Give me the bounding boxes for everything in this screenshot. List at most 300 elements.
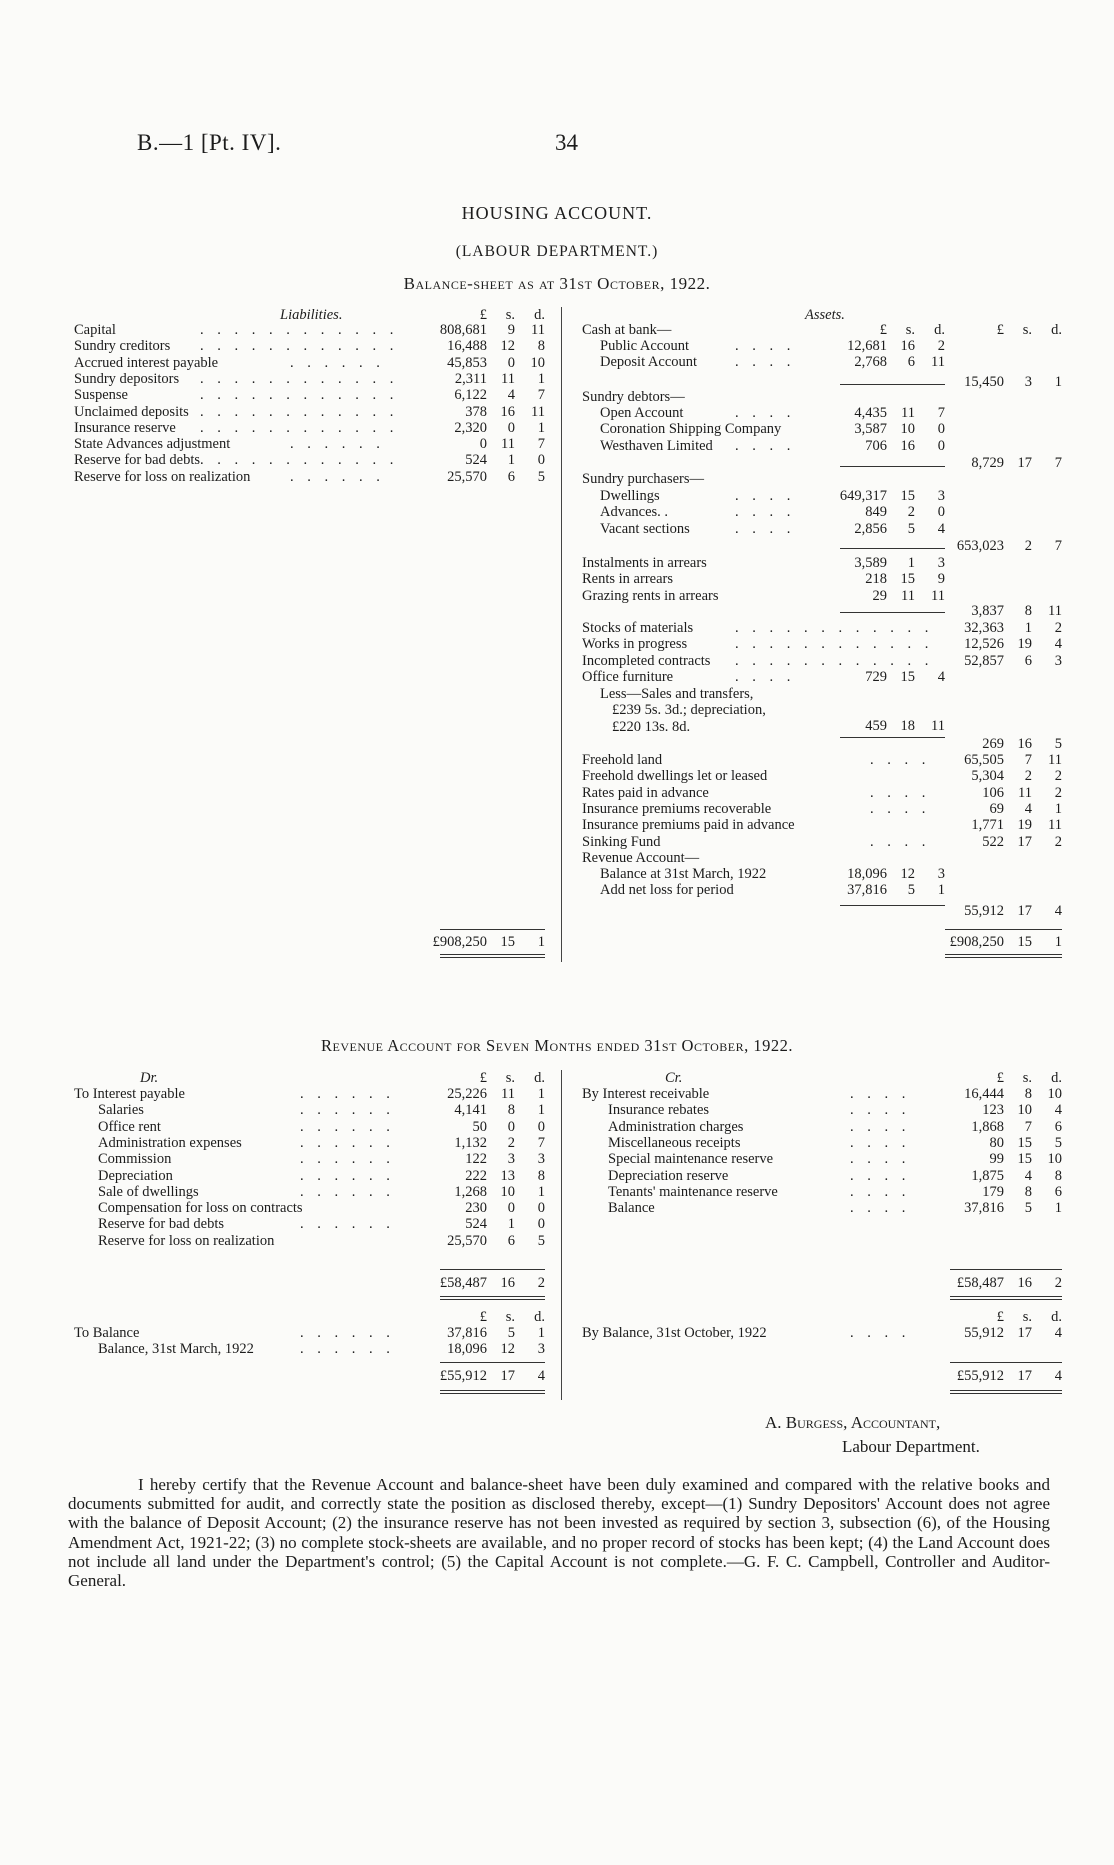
arrears-amount-pounds: 3,589 [854, 555, 887, 571]
cr-amount-shillings: 8 [1024, 1183, 1032, 1200]
purchaser-row-leader: . . . . [735, 520, 796, 537]
liability-amount-shillings: 16 [500, 403, 515, 420]
debtor-amount-pence: 0 [937, 437, 945, 454]
dr-row: Office rent [98, 1118, 161, 1135]
dr2-row: Balance, 31st March, 1922 [98, 1341, 254, 1358]
liability-amount-pounds: 808,681 [439, 322, 487, 338]
liabilities-s-head: s. [505, 307, 515, 323]
dr2-amount-pounds: 18,096 [447, 1341, 487, 1358]
dr-amount-shillings: 10 [500, 1183, 515, 1200]
cr-amount-shillings: 15 [1017, 1151, 1032, 1168]
assets-total-shillings: 15 [1017, 934, 1032, 950]
cr-total-double-rule [950, 1296, 1062, 1297]
dr-row-leader: . . . . . . [300, 1118, 395, 1135]
cr-d-head: d. [1051, 1070, 1062, 1086]
purchaser-row: Advances. . [600, 504, 669, 521]
liability-amount-pounds: 0 [479, 436, 487, 453]
dr-amount-pence: 0 [537, 1216, 545, 1233]
revenue-amount-pence: 1 [937, 882, 945, 899]
cr-row: By Interest receivable [582, 1086, 710, 1102]
cr-amount-shillings: 4 [1024, 1167, 1032, 1184]
signature-name: A. Burgess, Accountant, [765, 1413, 941, 1432]
cash-amount-shillings: 6 [907, 354, 915, 371]
cr-amount-pounds: 99 [989, 1151, 1004, 1168]
debtor-row-leader: . . . . [735, 405, 796, 421]
assets-outer-d-head: d. [1051, 322, 1062, 338]
arrears-amount-pence: 11 [931, 587, 945, 604]
stock-amount-pounds: 32,363 [964, 620, 1004, 636]
cr-row-leader: . . . . [850, 1134, 911, 1151]
dr-amount-pence: 0 [537, 1200, 545, 1217]
dr2-total-shillings: 17 [500, 1368, 515, 1384]
dr2-total-double-rule-second [440, 1393, 545, 1394]
liability-row-leader: . . . . . . . . . . . . [200, 387, 399, 404]
furniture-less-amount-pence: 11 [931, 718, 945, 734]
assets-inner-d-head: d. [934, 322, 945, 338]
dr-row: Sale of dwellings [98, 1183, 199, 1200]
asset-amount-shillings: 11 [1018, 784, 1032, 801]
cash-row-leader: . . . . [735, 354, 796, 371]
cr-pound-head: £ [996, 1070, 1004, 1086]
document-title: HOUSING ACCOUNT. [461, 203, 653, 223]
cr-total-double-rule-second [950, 1299, 1062, 1300]
purchaser-amount-pounds: 2,856 [854, 520, 887, 537]
dr-total-double-rule-second [440, 1299, 545, 1300]
liability-amount-shillings: 12 [500, 338, 515, 355]
asset-amount-pence: 11 [1048, 752, 1062, 768]
dr-heading: Dr. [140, 1070, 159, 1086]
dr2-amount-shillings: 12 [500, 1341, 515, 1358]
purchasers-heading: Sundry purchasers— [582, 471, 705, 487]
furniture-net-shillings: 16 [1017, 736, 1032, 752]
revenue-amount-pence: 3 [937, 866, 945, 883]
cr-amount-pence: 6 [1054, 1183, 1062, 1200]
purchaser-amount-pence: 4 [937, 520, 945, 537]
liability-amount-pounds: 378 [465, 403, 487, 420]
liability-row: Reserve for loss on realization [74, 468, 251, 485]
cr-row: Depreciation reserve [608, 1167, 729, 1184]
cr-amount-pence: 4 [1054, 1102, 1062, 1119]
cr-s-head: s. [1022, 1070, 1032, 1086]
dr-row: Reserve for bad debts [98, 1216, 225, 1233]
dr-amount-pence: 3 [537, 1151, 545, 1168]
stock-row: Incompleted contracts [582, 652, 711, 669]
cr2-total-double-rule-second [950, 1393, 1062, 1394]
liability-amount-shillings: 11 [501, 436, 515, 453]
dr2-total-pence: 4 [537, 1368, 545, 1384]
dr-amount-pounds: 1,268 [454, 1183, 487, 1200]
cash-heading: Cash at bank— [582, 322, 672, 338]
liabilities-pound-head: £ [479, 307, 487, 323]
asset-amount-shillings: 7 [1024, 752, 1032, 768]
liability-amount-shillings: 6 [507, 468, 515, 485]
revenue-account-divider [561, 1070, 562, 1400]
cash-row-leader: . . . . [735, 338, 796, 354]
liability-row-leader: . . . . . . [290, 436, 385, 453]
revenue-row: Add net loss for period [600, 882, 734, 899]
revenue-amount-pounds: 37,816 [847, 882, 887, 899]
liability-row: Accrued interest payable [74, 354, 219, 371]
arrears-amount-pounds: 218 [865, 571, 887, 588]
purchaser-row: Dwellings [600, 488, 660, 504]
cr-amount-pounds: 37,816 [964, 1200, 1004, 1217]
asset-amount-shillings: 17 [1017, 833, 1032, 850]
furniture-amount-pence: 4 [937, 669, 945, 685]
stock-row: Works in progress [582, 636, 688, 653]
cash-amount-pounds: 2,768 [854, 354, 887, 371]
cr-row: Insurance rebates [608, 1102, 710, 1119]
dr-amount-shillings: 0 [507, 1118, 515, 1135]
arrears-amount-pence: 3 [937, 555, 945, 571]
liability-amount-pence: 7 [537, 387, 545, 404]
page-reference: B.—1 [Pt. IV]. [137, 130, 282, 155]
dr-amount-shillings: 3 [507, 1151, 515, 1168]
asset-amount-pence: 2 [1054, 768, 1062, 785]
debtor-row: Coronation Shipping Company [600, 421, 782, 438]
asset-amount-shillings: 4 [1024, 800, 1032, 817]
dr-row-leader: . . . . . . [300, 1134, 395, 1151]
dr-amount-pence: 8 [537, 1167, 545, 1184]
cr2-total-rule [950, 1362, 1062, 1363]
asset-row-leader: . . . . [870, 800, 931, 817]
dr-amount-pounds: 1,132 [454, 1134, 487, 1151]
debtor-amount-pounds: 4,435 [854, 405, 887, 421]
revenue-amount-shillings: 12 [900, 866, 915, 883]
liability-amount-pounds: 45,853 [447, 354, 487, 371]
liability-row-leader: . . . . . . [290, 354, 385, 371]
purchaser-amount-pence: 0 [937, 504, 945, 521]
cr-row-leader: . . . . [850, 1200, 911, 1217]
dr-total-double-rule [440, 1296, 545, 1297]
liability-row-leader: . . . . . . . . . . . . [200, 419, 399, 436]
liability-amount-pence: 1 [537, 370, 545, 387]
furniture-row-leader: . . . . [735, 669, 796, 685]
cr2-total-shillings: 17 [1017, 1368, 1032, 1384]
asset-row-leader: . . . . [870, 784, 931, 801]
cr-row: Special maintenance reserve [608, 1151, 774, 1168]
liability-row-leader: . . . . . . . . . . . . [200, 322, 399, 338]
dr2-pound-head: £ [479, 1309, 487, 1325]
liabilities-total-shillings: 15 [500, 934, 515, 950]
cash-amount-pounds: 12,681 [847, 338, 887, 354]
dr-amount-pounds: 524 [465, 1216, 487, 1233]
arrears-amount-pounds: 29 [872, 587, 887, 604]
balance-sheet-title: Balance-sheet as at 31st October, 1922. [403, 274, 711, 293]
asset-amount-pounds: 1,771 [971, 817, 1004, 834]
asset-amount-shillings: 19 [1017, 817, 1032, 834]
cr2-amount-pounds: 55,912 [964, 1325, 1004, 1341]
cr2-row: By Balance, 31st October, 1922 [582, 1325, 767, 1341]
dr-total-rule [440, 1269, 545, 1270]
dr2-s-head: s. [505, 1309, 515, 1325]
assets-heading: Assets. [805, 307, 845, 323]
furniture-less-line: £220 13s. 8d. [612, 718, 691, 735]
dr2-row-leader: . . . . . . [300, 1341, 395, 1358]
dr-s-head: s. [505, 1070, 515, 1086]
cr-row-leader: . . . . [850, 1151, 911, 1168]
cr2-amount-pence: 4 [1054, 1325, 1062, 1341]
cr-amount-shillings: 10 [1017, 1102, 1032, 1119]
dr-amount-pence: 7 [537, 1134, 545, 1151]
cr2-amount-shillings: 17 [1017, 1325, 1032, 1341]
assets-outer-pound-head: £ [996, 322, 1004, 338]
purchaser-amount-shillings: 5 [907, 520, 915, 537]
revenue-account-title: Revenue Account for Seven Months ended 31st October, 1922. [321, 1036, 793, 1055]
cr-amount-pounds: 1,868 [971, 1118, 1004, 1135]
asset-amount-pounds: 522 [982, 833, 1004, 850]
dr-amount-pounds: 4,141 [454, 1102, 487, 1119]
liability-row: Sundry creditors [74, 338, 171, 355]
document-subtitle: (LABOUR DEPARTMENT.) [455, 243, 659, 260]
stock-amount-pounds: 52,857 [964, 652, 1004, 669]
furniture-less-line: Less—Sales and transfers, [600, 686, 754, 702]
dr-amount-pence: 1 [537, 1102, 545, 1119]
liability-row-leader: . . . . . . . . . . . . [200, 403, 399, 420]
arrears-amount-shillings: 1 [907, 555, 915, 571]
stock-amount-pence: 3 [1054, 652, 1062, 669]
dr-amount-pounds: 25,570 [447, 1232, 487, 1249]
liability-amount-pence: 7 [537, 436, 545, 453]
purchaser-amount-shillings: 2 [907, 504, 915, 521]
cr-row-leader: . . . . [850, 1118, 911, 1135]
purchasers-total-pounds: 653,023 [956, 538, 1004, 554]
furniture-amount-shillings: 15 [900, 669, 915, 685]
asset-amount-pence: 2 [1054, 833, 1062, 850]
cr-amount-pounds: 123 [982, 1102, 1004, 1119]
debtors-total-pounds: 8,729 [971, 455, 1004, 471]
revenue-amount-shillings: 5 [907, 882, 915, 899]
asset-amount-pounds: 5,304 [971, 768, 1004, 785]
arrears-total-pounds: 3,837 [971, 603, 1004, 619]
dr-amount-pence: 1 [537, 1183, 545, 1200]
debtors-heading: Sundry debtors— [582, 389, 685, 405]
assets-total-pounds: £908,250 [949, 934, 1004, 950]
dr2-amount-shillings: 5 [507, 1325, 515, 1341]
liabilities-d-head: d. [534, 307, 545, 323]
cr-amount-pounds: 1,875 [971, 1167, 1004, 1184]
debtor-amount-shillings: 16 [900, 437, 915, 454]
cr-amount-pence: 10 [1047, 1151, 1062, 1168]
purchaser-row-leader: . . . . [735, 488, 796, 504]
dr-amount-pounds: 122 [465, 1151, 487, 1168]
cash-row: Deposit Account [600, 354, 698, 371]
dr-amount-shillings: 0 [507, 1200, 515, 1217]
dr-row-leader: . . . . . . [300, 1086, 395, 1102]
dr-amount-pounds: 50 [472, 1118, 487, 1135]
cr2-d-head: d. [1051, 1309, 1062, 1325]
liability-amount-shillings: 4 [507, 387, 515, 404]
cr2-total-pence: 4 [1054, 1368, 1062, 1384]
cr-total-rule [950, 1269, 1062, 1270]
stock-row-leader: . . . . . . . . . . . . [735, 652, 934, 669]
dr-amount-pence: 1 [537, 1086, 545, 1102]
dr-amount-shillings: 2 [507, 1134, 515, 1151]
liabilities-total-pounds: £908,250 [432, 934, 487, 950]
liability-amount-shillings: 0 [507, 419, 515, 436]
liability-amount-shillings: 11 [501, 370, 515, 387]
cash-amount-pence: 2 [937, 338, 945, 354]
revenue-row: Balance at 31st March, 1922 [600, 866, 767, 883]
arrears-amount-shillings: 15 [900, 571, 915, 588]
stock-row: Stocks of materials [582, 620, 694, 636]
asset-row-leader: . . . . [870, 752, 931, 768]
asset-row: Rates paid in advance [582, 784, 709, 801]
asset-amount-pounds: 106 [982, 784, 1004, 801]
liability-row: Suspense [74, 387, 128, 404]
dr-row: Depreciation [98, 1167, 173, 1184]
arrears-total-shillings: 8 [1024, 603, 1032, 619]
revenue-amount-pounds: 18,096 [847, 866, 887, 883]
cash-row: Public Account [600, 338, 690, 354]
liability-amount-shillings: 1 [507, 452, 515, 469]
stock-amount-pounds: 12,526 [964, 636, 1004, 653]
dr2-row: To Balance [74, 1325, 140, 1341]
dr-amount-shillings: 13 [500, 1167, 515, 1184]
purchaser-row-leader: . . . . [735, 504, 796, 521]
debtors-total-pence: 7 [1054, 455, 1062, 471]
furniture-row: Office furniture [582, 669, 674, 685]
cr2-row-leader: . . . . [850, 1325, 911, 1341]
asset-amount-pounds: 69 [989, 800, 1004, 817]
dr-row-leader: . . . . . . [300, 1167, 395, 1184]
cr-total-pence: 2 [1054, 1275, 1062, 1291]
debtor-row: Open Account [600, 405, 684, 421]
asset-row: Freehold dwellings let or leased [582, 768, 768, 785]
liability-row: State Advances adjustment [74, 436, 231, 453]
dr2-amount-pence: 1 [537, 1325, 545, 1341]
liability-row-leader: . . . . . . [290, 468, 385, 485]
liability-amount-pounds: 25,570 [447, 468, 487, 485]
assets-outer-s-head: s. [1022, 322, 1032, 338]
cr-amount-pounds: 16,444 [964, 1086, 1004, 1102]
debtor-amount-pounds: 706 [865, 437, 887, 454]
dr-amount-pounds: 25,226 [447, 1086, 487, 1102]
debtor-amount-pence: 0 [937, 421, 945, 438]
cr-row: Balance [608, 1200, 655, 1217]
asset-row-leader: . . . . [870, 833, 931, 850]
dr-row: Salaries [98, 1102, 144, 1119]
cr-amount-pounds: 179 [982, 1183, 1004, 1200]
furniture-net-pounds: 269 [982, 736, 1004, 752]
dr-amount-pounds: 222 [465, 1167, 487, 1184]
asset-row: Freehold land [582, 752, 663, 768]
purchaser-amount-shillings: 15 [900, 488, 915, 504]
debtor-amount-shillings: 10 [900, 421, 915, 438]
cr-amount-pence: 10 [1047, 1086, 1062, 1102]
debtor-row: Westhaven Limited [600, 437, 713, 454]
debtor-amount-pence: 7 [937, 405, 945, 421]
cr2-s-head: s. [1022, 1309, 1032, 1325]
cash-amount-shillings: 16 [900, 338, 915, 354]
cr-heading: Cr. [665, 1070, 683, 1086]
liability-row-leader: . . . . . . . . . . . . [200, 370, 399, 387]
liabilities-heading: Liabilities. [280, 307, 343, 323]
dr-amount-pence: 5 [537, 1232, 545, 1249]
arrears-row: Instalments in arrears [582, 555, 707, 571]
purchasers-total-shillings: 2 [1024, 538, 1032, 554]
cr-row: Administration charges [608, 1118, 744, 1135]
cr2-total-pounds: £55,912 [956, 1368, 1004, 1384]
stock-amount-shillings: 1 [1024, 620, 1032, 636]
debtors-total-shillings: 17 [1017, 455, 1032, 471]
asset-amount-pounds: 65,505 [964, 752, 1004, 768]
asset-row: Insurance premiums recoverable [582, 800, 772, 817]
dr2-row-leader: . . . . . . [300, 1325, 395, 1341]
liability-amount-pence: 8 [537, 338, 545, 355]
cash-total-pounds: 15,450 [964, 374, 1004, 390]
dr2-total-double-rule [440, 1390, 545, 1391]
debtor-amount-shillings: 11 [901, 405, 915, 421]
liabilities-total-pence: 1 [537, 934, 545, 950]
cr-row-leader: . . . . [850, 1086, 911, 1102]
cr2-pound-head: £ [996, 1309, 1004, 1325]
cr2-total-double-rule [950, 1390, 1062, 1391]
cr-amount-pence: 8 [1054, 1167, 1062, 1184]
liability-row: Unclaimed deposits [74, 403, 189, 420]
liability-amount-pence: 11 [531, 322, 545, 338]
cr-amount-shillings: 5 [1024, 1200, 1032, 1217]
debtor-amount-pounds: 3,587 [854, 421, 887, 438]
revenue-heading: Revenue Account— [582, 849, 700, 866]
cash-total-shillings: 3 [1024, 374, 1032, 390]
liability-amount-pounds: 16,488 [447, 338, 487, 355]
asset-row: Insurance premiums paid in advance [582, 817, 795, 834]
stock-row-leader: . . . . . . . . . . . . [735, 636, 934, 653]
asset-amount-pence: 2 [1054, 784, 1062, 801]
dr-total-pounds: £58,487 [439, 1275, 487, 1291]
dr-amount-shillings: 11 [501, 1086, 515, 1102]
purchaser-row: Vacant sections [600, 520, 690, 537]
furniture-less-amount-pounds: 459 [865, 718, 887, 734]
liability-amount-pounds: 6,122 [454, 387, 487, 404]
cr-amount-pence: 6 [1054, 1118, 1062, 1135]
asset-row: Sinking Fund [582, 833, 661, 850]
dr-row-leader: . . . . . . [300, 1151, 395, 1168]
liability-amount-pounds: 2,311 [454, 370, 487, 387]
page-number: 34 [555, 130, 578, 155]
dr-row: Reserve for loss on realization [98, 1232, 275, 1249]
dr-amount-pence: 0 [537, 1118, 545, 1135]
cr-amount-pence: 5 [1054, 1134, 1062, 1151]
cr-amount-pence: 1 [1054, 1200, 1062, 1217]
stock-amount-shillings: 19 [1017, 636, 1032, 653]
dr-amount-shillings: 8 [507, 1102, 515, 1119]
liability-row: Insurance reserve [74, 419, 176, 436]
cr-row: Miscellaneous receipts [608, 1134, 741, 1151]
cr-total-pounds: £58,487 [956, 1275, 1004, 1291]
liability-amount-pounds: 524 [465, 452, 487, 469]
stock-amount-pence: 2 [1054, 620, 1062, 636]
revenue-total-pence: 4 [1054, 903, 1062, 919]
dr-row-leader: . . . . . . [300, 1183, 395, 1200]
dr2-total-rule [440, 1362, 545, 1363]
liability-amount-pence: 0 [537, 452, 545, 469]
signature-department: Labour Department. [842, 1437, 980, 1456]
dr2-d-head: d. [534, 1309, 545, 1325]
purchaser-amount-pounds: 649,317 [839, 488, 887, 504]
liability-amount-pence: 11 [531, 403, 545, 420]
cr-total-shillings: 16 [1017, 1275, 1032, 1291]
cr-row-leader: . . . . [850, 1167, 911, 1184]
furniture-net-pence: 5 [1054, 736, 1062, 752]
dr-amount-pounds: 230 [465, 1200, 487, 1217]
liability-row: Reserve for bad debts [74, 452, 201, 469]
assets-total-pence: 1 [1054, 934, 1062, 950]
arrears-total-pence: 11 [1048, 603, 1062, 619]
dr-row: Commission [98, 1151, 172, 1168]
revenue-total-pounds: 55,912 [964, 903, 1004, 919]
liability-row: Capital [74, 322, 116, 338]
